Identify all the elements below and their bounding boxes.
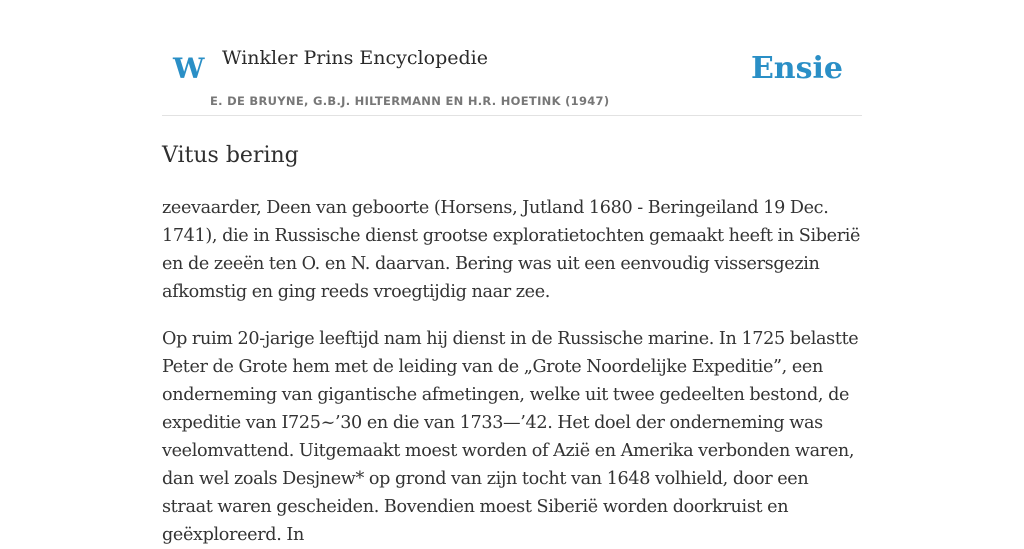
article-title: Vitus bering xyxy=(162,143,299,168)
article-paragraph-2: Op ruim 20-jarige leeftijd nam hij dienst in de Russische marine. In 1725 belastte Peter de Grote hem met de leiding van de „Grote Noordelijke Expeditie”, een onderneming van gigantische afmetingen, welke uit twee gedeelten bestond, de expeditie van I725~’30 en die van 1733—’42. Het doel der onderneming was veelomvattend. Uitgemaakt moest worden of Azië en Amerika verbonden waren, dan wel zoals Desjnew* op grond van zijn tocht van 1648 volhield, door een straat waren gescheiden. Bovendien moest Siberië worden doorkruist en geëxploreerd. In xyxy=(162,329,859,545)
page xyxy=(162,0,862,549)
ensie-logo[interactable]: Ensie xyxy=(750,51,843,86)
source-title[interactable]: Winkler Prins Encyclopedie xyxy=(222,47,488,69)
article-paragraph-1: zeevaarder, Deen van geboorte (Horsens, Jutland 1680 - Beringeiland 19 Dec. 1741), die in Russische dienst grootse exploratietochten gemaakt heeft in Siberië en de zeeën ten O. en N. daarvan. Bering was uit een eenvoudig vissersgezin afkomstig en ging reeds vroegtijdig naar zee. xyxy=(162,198,861,302)
article-body xyxy=(162,194,862,549)
winkler-prins-logo[interactable]: W xyxy=(173,52,205,85)
source-authors: E. DE BRUYNE, G.B.J. HILTERMANN EN H.R. HOETINK (1947) xyxy=(210,94,610,108)
source-header xyxy=(162,0,862,116)
